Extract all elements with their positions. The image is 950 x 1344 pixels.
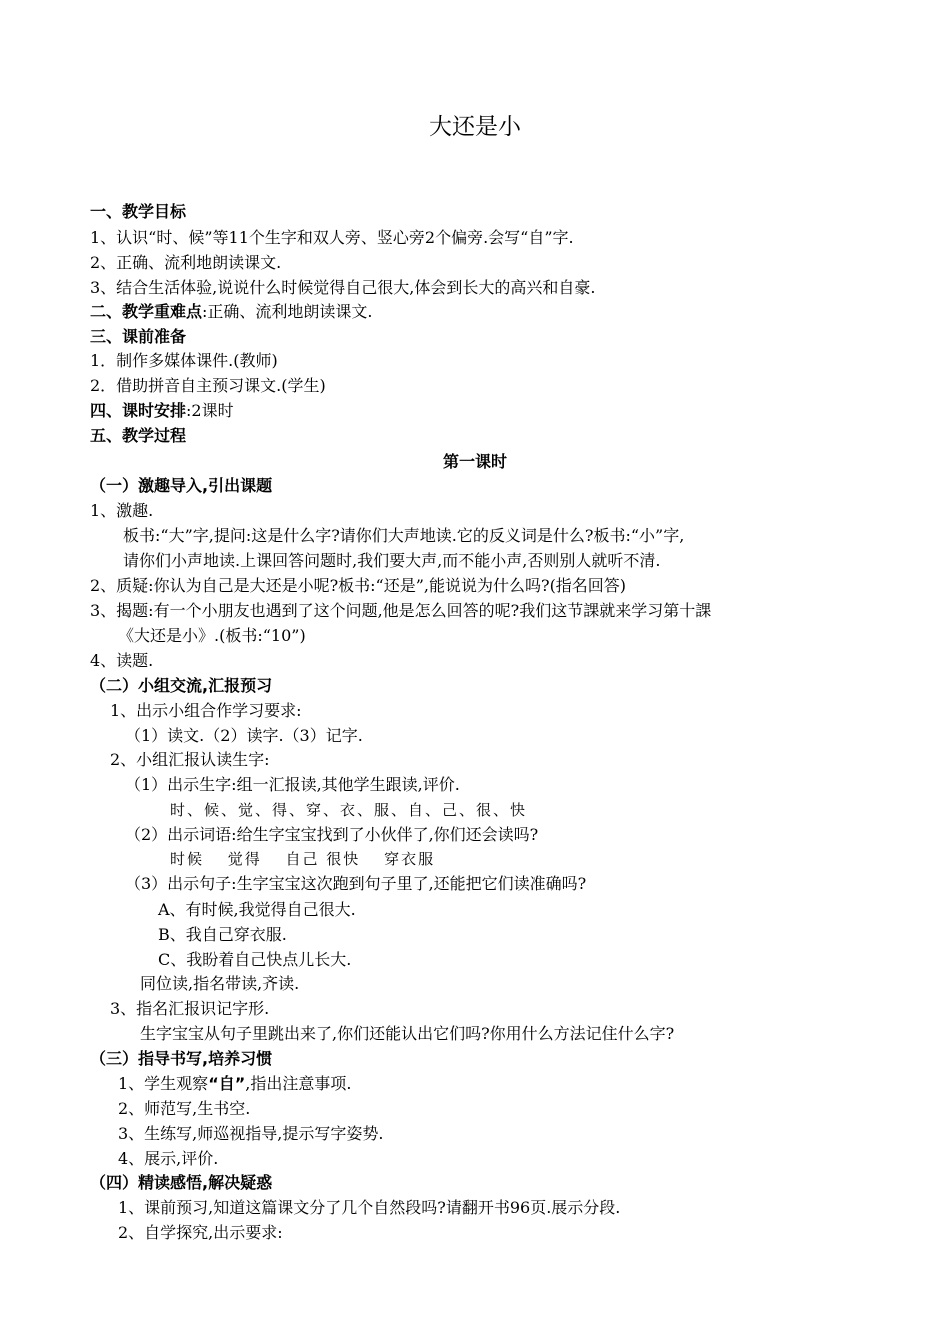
part1-line-1: 1、激趣.: [90, 501, 154, 520]
part1-line-4: 2、质疑:你认为自己是大还是小呢?板书:“还是”,能说说为什么吗?(指名回答): [90, 576, 627, 595]
key-points-line: [90, 301, 373, 323]
part2-heading: （二）小组交流,汇报预习: [90, 676, 273, 695]
part4-line-2: 2、自学探究,出示要求:: [118, 1223, 283, 1242]
part2-line-3: 2、小组汇报认读生字:: [110, 750, 270, 769]
schedule-line: [90, 400, 234, 422]
prep-item-2: 2．借助拼音自主预习课文.(学生): [90, 376, 326, 395]
part2-sentence-c: C、我盼着自己快点儿长大.: [158, 950, 352, 969]
part2-char-list: 时、候、觉、得、穿、衣、服、自、己、很、快: [170, 801, 528, 819]
part1-line-2: 板书:“大”字,提问:这是什么字?请你们大声地读.它的反义词是什么?板书:“小”字,: [123, 526, 685, 545]
part2-line-2: （1）读文.（2）读字.（3）记字.: [125, 726, 363, 745]
part2-line-1: 1、出示小组合作学习要求:: [110, 701, 302, 720]
section-heading-prep: 三、课前准备: [90, 327, 187, 346]
section-heading-key-points: 二、教学重难点: [90, 302, 203, 321]
part2-line-12: 同位读,指名带读,齐读.: [140, 974, 300, 993]
goal-item-3: 3、结合生活体验,说说什么时候觉得自己很大,体会到长大的高兴和自豪.: [90, 278, 596, 297]
part3-line-1-suffix: ,指出注意事项.: [245, 1074, 352, 1093]
section-heading-schedule: 四、课时安排: [90, 401, 187, 420]
goal-item-1: 1、认识“时、候”等11个生字和双人旁、竖心旁2个偏旁.会写“自”字.: [90, 228, 574, 247]
part3-line-1-prefix: 1、学生观察: [118, 1074, 209, 1093]
part1-line-7: 4、读题.: [90, 651, 154, 670]
part4-heading: （四）精读感悟,解决疑惑: [90, 1173, 273, 1192]
part2-line-8: （3）出示句子:生字宝宝这次跑到句子里了,还能把它们读准确吗?: [125, 874, 587, 893]
part2-line-4: （1）出示生字:组一汇报读,其他学生跟读,评价.: [125, 775, 460, 794]
goal-item-2: 2、正确、流利地朗读课文.: [90, 253, 282, 272]
key-points-text: :正确、流利地朗读课文.: [202, 302, 373, 321]
part3-line-3: 3、生练写,师巡视指导,提示写字姿势.: [118, 1124, 384, 1143]
section-heading-process: 五、教学过程: [90, 426, 187, 445]
part3-line-4: 4、展示,评价.: [118, 1149, 219, 1168]
lesson-title: 第一课时: [442, 452, 507, 471]
part2-sentence-a: A、有时候,我觉得自己很大.: [158, 900, 356, 919]
part4-line-1: 1、课前预习,知道这篇课文分了几个自然段吗?请翻开书96页.展示分段.: [118, 1198, 621, 1217]
part2-line-6: （2）出示词语:给生字宝宝找到了小伙伴了,你们还会读吗?: [125, 825, 539, 844]
part3-line-2: 2、师范写,生书空.: [118, 1099, 251, 1118]
part3-line-1: [118, 1073, 351, 1095]
part2-word-list: 时候 觉得 自己 很快 穿衣服: [170, 850, 436, 868]
prep-item-1: 1．制作多媒体课件.(教师): [90, 351, 278, 370]
schedule-text: :2课时: [186, 401, 234, 420]
part2-line-14: 生字宝宝从句子里跳出来了,你们还能认出它们吗?你用什么方法记住什么字?: [140, 1024, 675, 1043]
part1-line-3: 请你们小声地读.上课回答问题时,我们要大声,而不能小声,否则别人就听不清.: [123, 551, 661, 570]
part3-heading: （三）指导书写,培养习惯: [90, 1049, 273, 1068]
section-heading-goals: 一、教学目标: [90, 202, 187, 221]
part2-sentence-b: B、我自己穿衣服.: [158, 925, 287, 944]
page-title: 大还是小: [429, 114, 521, 140]
part1-heading: （一）激趣导入,引出课题: [90, 476, 273, 495]
part1-line-6: 《大还是小》.(板书:“10”): [118, 626, 306, 645]
part2-line-13: 3、指名汇报识记字形.: [110, 999, 270, 1018]
part3-line-1-char: “自”: [208, 1074, 246, 1093]
part1-line-5: 3、揭题:有一个小朋友也遇到了这个问题,他是怎么回答的呢?我们这节課就来学习第十課: [90, 601, 712, 620]
